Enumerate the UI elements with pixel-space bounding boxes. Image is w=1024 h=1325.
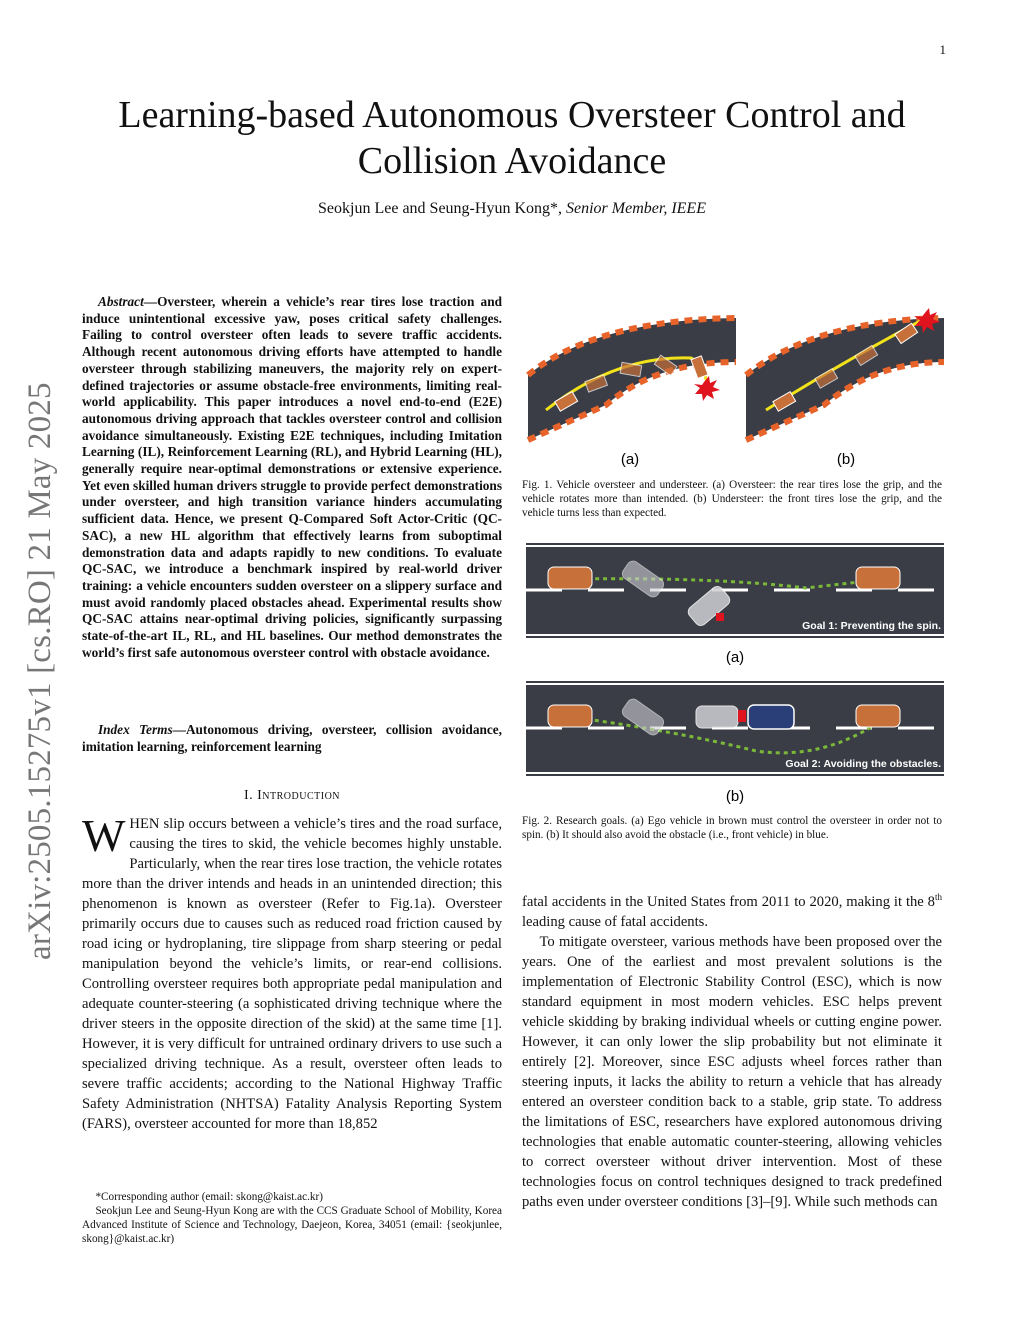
ego-car-goal — [856, 567, 900, 589]
index-terms — [82, 722, 502, 755]
text-run: fatal accidents in the United States from 2011 to 2020, making it the 8 — [522, 894, 935, 910]
footnote-affiliation: Seokjun Lee and Seung-Hyun Kong are with the CCS Graduate School of Mobility, Korea Advanced Institute of Science and Technology, Daejeon, Korea, 34051 (email: {seokjunlee, skong}@kaist.ac.kr) — [82, 1205, 502, 1245]
footnotes — [82, 1190, 502, 1246]
author-membership: Senior Member, IEEE — [566, 200, 706, 217]
obstacle-car — [748, 705, 794, 729]
arxiv-stamp: arXiv:2505.15275v1 [cs.RO] 21 May 2025 — [22, 382, 58, 960]
goal-1-label: Goal 1: Preventing the spin. — [802, 620, 941, 632]
figure-1-caption: Fig. 1. Vehicle oversteer and understeer. (a) Oversteer: the rear tires lose the grip, and the vehicle rotates more than intended. (b) Understeer: the front tires lose the grip, and the vehicle turns less than expected. — [522, 479, 942, 519]
figure-2-caption: Fig. 2. Research goals. (a) Ego vehicle in brown must control the oversteer in order not to spin. (b) It should also avoid the obstacle (i.e., front vehicle) in blue. — [522, 815, 942, 841]
paragraph — [522, 892, 942, 932]
section-title: Introduction — [257, 788, 341, 803]
right-column-text — [522, 892, 942, 1212]
section-heading — [82, 788, 502, 804]
drop-cap: W — [82, 810, 126, 861]
road-1b — [746, 318, 944, 440]
abstract-text: —Oversteer, wherein a vehicle’s rear tires lose traction and induce unintentional excessive yaw, poses critical safety challenges. Failing to control oversteer often leads to severe traffic accidents. Although recent autonomous driving efforts have attempted to handle oversteer through stabilizing maneuvers, the majority rely on expert-defined trajectories or assume obstacle-free environments, limiting real-world applicability. This paper introduces a novel end-to-end (E2E) autonomous driving approach that tackles oversteer control and collision avoidance simultaneously. Existing E2E techniques, including Imitation Learning (IL), Reinforcement Learning (RL), and Hybrid Learning (HL), generally require near-optimal demonstrations or extensive experience. Yet even skilled human drivers struggle to provide perfect demonstrations under oversteer, and high transition variance hinders accumulating sufficient data. Hence, we present Q-Compared Soft Actor-Critic (QC-SAC), a new HL algorithm that effectively learns from suboptimal demonstration data and adapts rapidly to new conditions. To evaluate QC-SAC, we introduce a benchmark inspired by real-world driver training: a vehicle encounters sudden oversteer on a slippery surface and must avoid randomly placed obstacles ahead. Experimental results show QC-SAC attains near-optimal driving policies, significantly surpassing state-of-the-art IL, RL, and HL baselines. Our method demonstrates the world’s first safe autonomous oversteer control with obstacle avoidance. — [82, 294, 502, 660]
goal-2-label: Goal 2: Avoiding the obstacles. — [785, 758, 941, 770]
intro-text: HEN slip occurs between a vehicle’s tires and the road surface, causing the tires to skid, the vehicle becomes highly unstable. Particularly, when the rear tires lose traction, the vehicle rotates more than the driver intends and heads in an unintended direction; this phenomenon is known as oversteer (Refer to Fig.1a). Oversteer primarily occurs due to causes such as reduced road friction caused by road icing or hydroplaning, tire slippage from sharp steering or pedal manipulation beyond the vehicle’s limits, or rear-end collisions. Controlling oversteer requires both appropriate pedal manipulation and adequate counter-steering (a sophisticated driving technique where the driver steers in the opposite direction of the skid) at the same time [1]. However, it is very difficult for untrained ordinary drivers to use such a specialized driving technique. As a result, oversteer often leads to severe traffic accidents; according to the National Highway Traffic Safety Administration (NHTSA) Fatality Analysis Reporting System (FARS), oversteer accounted for more than 18,852 — [82, 816, 502, 1132]
abstract-label: Abstract — [97, 294, 144, 309]
figure-1a-label: (a) — [620, 451, 640, 468]
figure-1 — [526, 300, 944, 470]
author-line — [60, 200, 964, 218]
author-names: Seokjun Lee and Seung-Hyun Kong*, — [318, 200, 566, 217]
page-number: 1 — [939, 42, 946, 57]
ego-car-start — [548, 705, 592, 727]
figure-2b-panel — [526, 681, 944, 776]
figure-1b-panel — [746, 308, 944, 440]
superscript: th — [934, 892, 942, 903]
ghost-car — [696, 706, 738, 728]
figure-2 — [526, 543, 944, 808]
crash-marker — [738, 710, 746, 722]
index-terms-label: Index Terms — [97, 722, 173, 737]
ego-car-goal — [856, 705, 900, 727]
index-terms-text: —Autonomous driving, oversteer, collision avoidance, imitation learning, reinforcement learning — [82, 722, 502, 754]
figure-2a-panel — [526, 543, 944, 638]
text-run: leading cause of fatal accidents. — [522, 914, 708, 930]
figure-2b-label: (b) — [725, 788, 745, 805]
paragraph: To mitigate oversteer, various methods have been proposed over the years. One of the earliest and most prevalent solutions is the implementation of Electronic Stability Control (ESC), which is now standard equipment in most modern vehicles. ESC helps prevent vehicle skidding by braking individual wheels or cutting engine power. However, it can only lower the slip probability but not eliminate it entirely [2]. Moreover, since ESC adjusts wheel forces rather than steering inputs, it lacks the ability to return a vehicle that has already entered an oversteer condition back to a stable, grip state. To address the limitations of ESC, researchers have explored autonomous driving technologies that enable automatic counter-steering, allowing vehicles to correct oversteer without driver intervention. Most of these technologies focus on control techniques designed to track predefined paths even under oversteer conditions [3]–[9]. While such methods can — [522, 934, 942, 1210]
footnote-corresponding: *Corresponding author (email: skong@kaist.ac.kr) — [95, 1191, 323, 1203]
figure-1b-label: (b) — [836, 451, 856, 468]
intro-paragraph — [82, 810, 502, 1134]
crash-marker — [716, 613, 724, 621]
figure-2a-label: (a) — [725, 649, 745, 666]
paper-title: Learning-based Autonomous Oversteer Control and Collision Avoidance — [118, 94, 906, 182]
figure-1a-panel — [528, 318, 736, 445]
section-number: I. — [243, 788, 254, 803]
abstract — [82, 294, 502, 661]
ego-car-start — [548, 567, 592, 589]
